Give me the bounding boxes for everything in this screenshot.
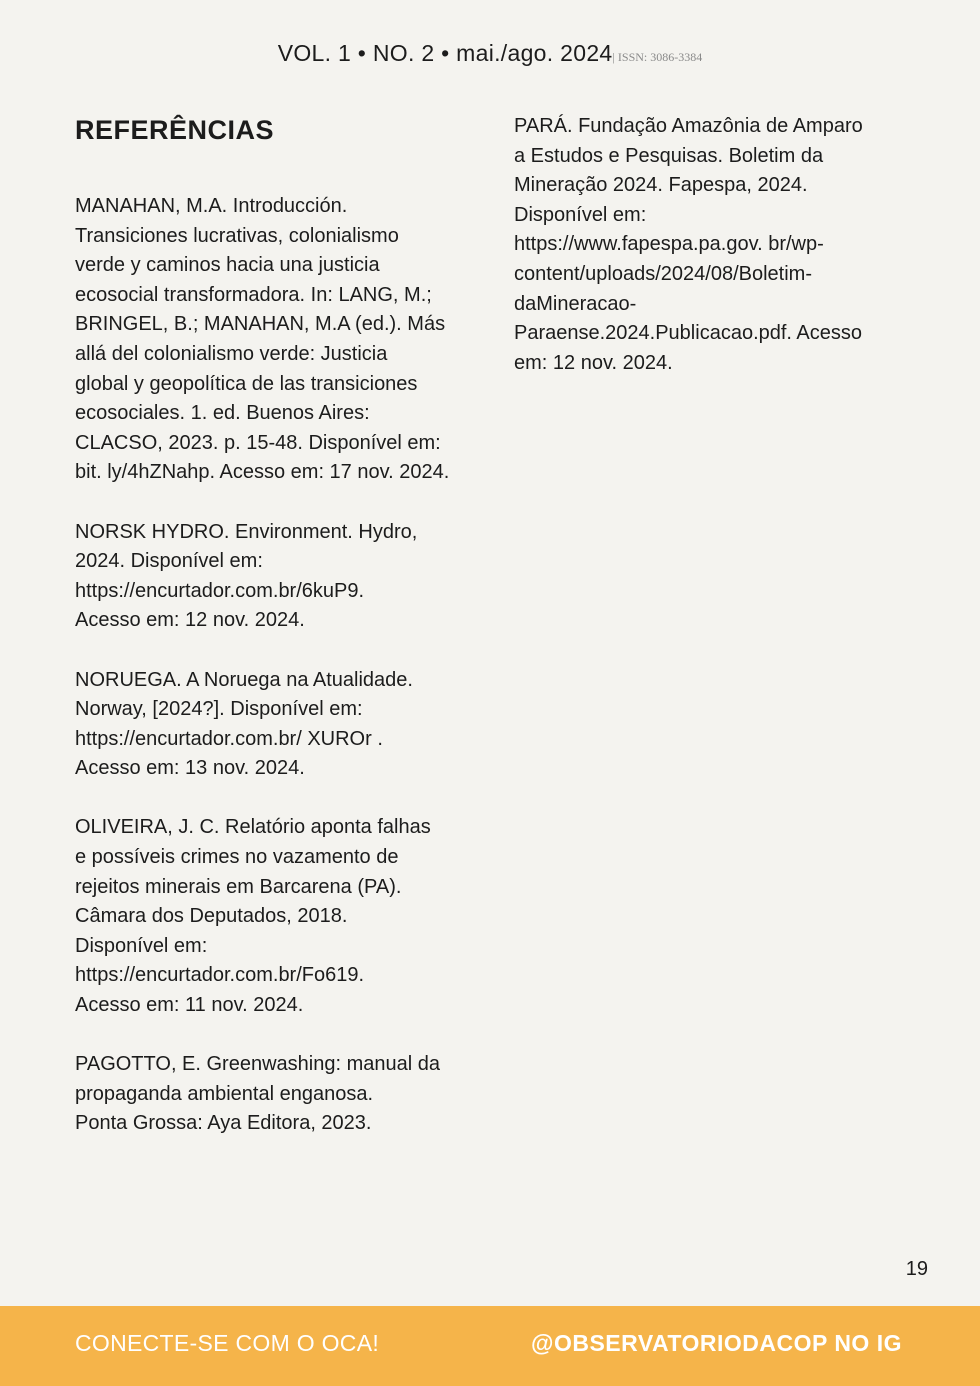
reference-line: Mineração 2024. Fapespa, 2024.: [514, 174, 808, 197]
reference-line: BRINGEL, B.; MANAHAN, M.A (ed.). Más: [75, 313, 446, 336]
references-left-column: [75, 112, 475, 1169]
reference-line: NORUEGA. A Noruega na Atualidade.: [75, 668, 413, 691]
reference-line: Acesso em: 12 nov. 2024.: [75, 609, 305, 632]
references-list-right: [514, 112, 914, 378]
reference-line: MANAHAN, M.A. Introducción.: [75, 195, 348, 217]
reference-line: https://encurtador.com.br/ XUROr .: [75, 727, 383, 750]
reference-line: Transiciones lucrativas, colonialismo: [75, 224, 399, 247]
page-number: 19: [905, 1258, 928, 1280]
reference-line: NORSK HYDRO. Environment. Hydro,: [75, 520, 418, 543]
reference-entry: [75, 813, 475, 1020]
reference-line: Ponta Grossa: Aya Editora, 2023.: [75, 1112, 372, 1135]
reference-line: https://www.fapespa.pa.gov. br/wp-: [514, 233, 824, 256]
reference-line: e possíveis crimes no vazamento de: [75, 846, 399, 869]
reference-line: Disponível em:: [75, 934, 208, 957]
reference-entry: [514, 112, 914, 378]
reference-line: allá del colonialismo verde: Justicia: [75, 342, 388, 365]
reference-line: ecosocial transformadora. In: LANG, M.;: [75, 283, 432, 306]
reference-line: Acesso em: 13 nov. 2024.: [75, 757, 305, 780]
footer-bar: [0, 1306, 980, 1386]
reference-line: PARÁ. Fundação Amazônia de Amparo: [514, 115, 863, 137]
reference-line: em: 12 nov. 2024.: [514, 351, 673, 374]
reference-entry: [75, 192, 475, 488]
reference-entry: [75, 666, 475, 784]
reference-line: propaganda ambiental enganosa.: [75, 1082, 374, 1105]
reference-line: daMineracao-: [514, 292, 637, 315]
references-list-left: [75, 192, 475, 1139]
reference-line: Norway, [2024?]. Disponível em:: [75, 698, 363, 721]
reference-line: content/uploads/2024/08/Boletim-: [514, 262, 812, 285]
references-right-column: [514, 112, 914, 408]
reference-entry: [75, 1050, 475, 1139]
reference-line: bit. ly/4hZNahp. Acesso em: 17 nov. 2024.: [75, 461, 450, 484]
footer-connect-text: CONECTE-SE COM O OCA!: [75, 1330, 380, 1356]
reference-line: OLIVEIRA, J. C. Relatório aponta falhas: [75, 816, 431, 839]
section-title: REFERÊNCIAS: [75, 115, 275, 145]
reference-line: https://encurtador.com.br/Fo619.: [75, 964, 365, 987]
reference-line: rejeitos minerais em Barcarena (PA).: [75, 875, 402, 898]
reference-line: global y geopolítica de las transiciones: [75, 372, 418, 395]
reference-line: CLACSO, 2023. p. 15-48. Disponível em:: [75, 431, 441, 454]
volume-info: VOL. 1 • NO. 2 • mai./ago. 2024: [277, 40, 613, 66]
reference-line: ecosociales. 1. ed. Buenos Aires:: [75, 402, 370, 425]
reference-line: verde y caminos hacia una justicia: [75, 254, 380, 277]
journal-header: [0, 40, 980, 67]
reference-line: https://encurtador.com.br/6kuP9.: [75, 579, 365, 602]
reference-line: PAGOTTO, E. Greenwashing: manual da: [75, 1053, 440, 1076]
footer-instagram-handle: @OBSERVATORIODACOP NO IG: [531, 1330, 902, 1356]
reference-line: Câmara dos Deputados, 2018.: [75, 905, 348, 928]
reference-entry: [75, 518, 475, 636]
reference-line: a Estudos e Pesquisas. Boletim da: [514, 144, 824, 167]
reference-line: Acesso em: 11 nov. 2024.: [75, 994, 304, 1017]
issn-info: | ISSN: 3086-3384: [612, 50, 703, 64]
reference-line: 2024. Disponível em:: [75, 550, 263, 573]
reference-line: Paraense.2024.Publicacao.pdf. Acesso: [514, 322, 863, 345]
reference-line: Disponível em:: [514, 203, 647, 226]
